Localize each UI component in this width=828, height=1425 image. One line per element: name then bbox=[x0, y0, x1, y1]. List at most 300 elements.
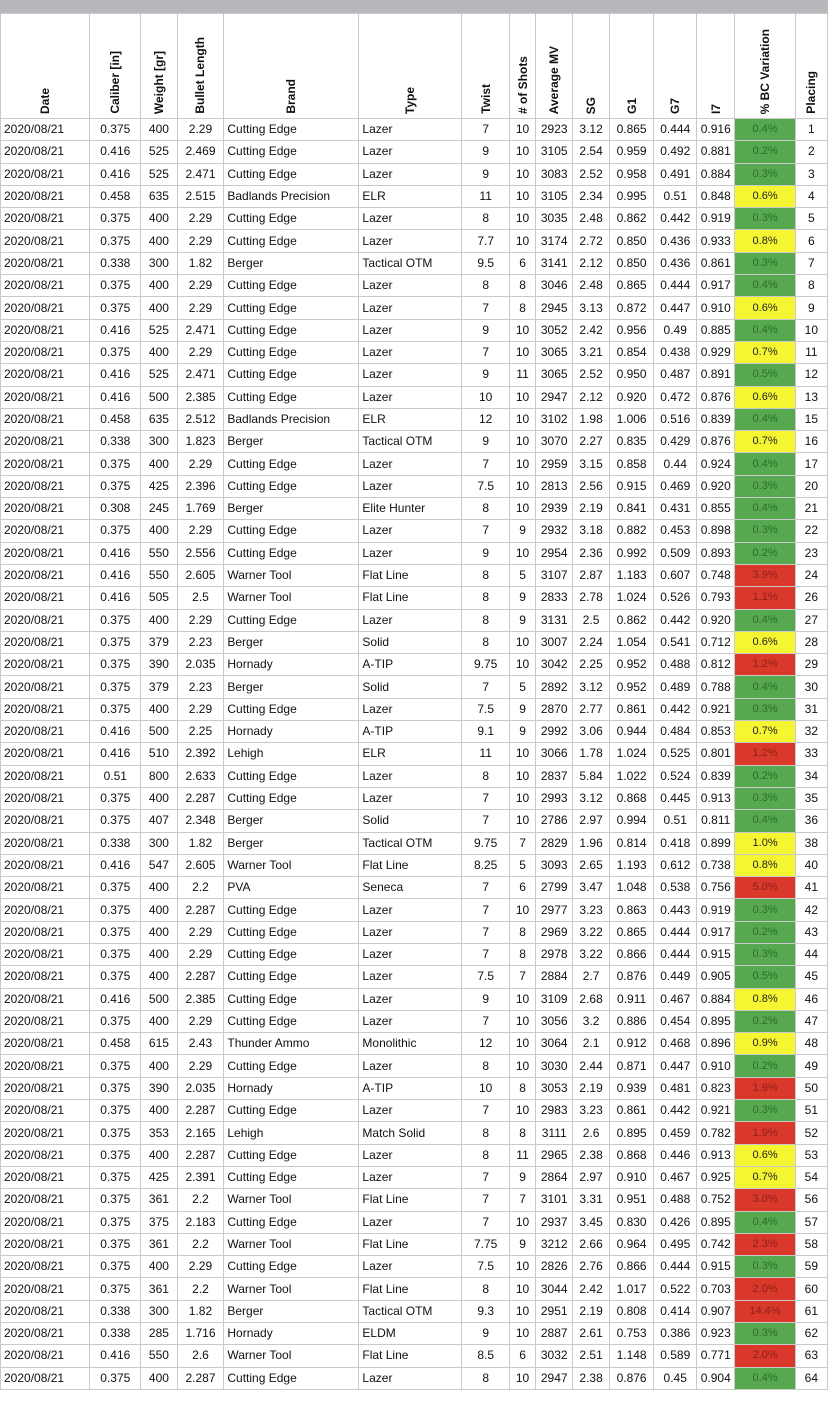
cell-brand: Lehigh bbox=[224, 743, 359, 765]
cell-date: 2020/08/21 bbox=[1, 520, 90, 542]
cell-sg: 2.97 bbox=[573, 1166, 609, 1188]
cell-twist: 7.5 bbox=[462, 475, 510, 497]
cell-average-mv: 2786 bbox=[536, 810, 573, 832]
cell-g7: 0.522 bbox=[654, 1278, 697, 1300]
cell-date: 2020/08/21 bbox=[1, 119, 90, 141]
table-row bbox=[1, 1323, 828, 1345]
cell-i7: 0.738 bbox=[697, 854, 735, 876]
cell-bullet-length: 2.287 bbox=[177, 1100, 224, 1122]
cell-i7: 0.771 bbox=[697, 1345, 735, 1367]
cell-placing: 34 bbox=[795, 765, 827, 787]
cell-bc-variation: 0.3% bbox=[735, 1256, 795, 1278]
cell-i7: 0.917 bbox=[697, 921, 735, 943]
cell-bullet-length: 2.29 bbox=[177, 921, 224, 943]
cell-caliber: 0.375 bbox=[90, 1010, 141, 1032]
cell-type: Lazer bbox=[359, 1256, 462, 1278]
cell-bc-variation: 14.4% bbox=[735, 1300, 795, 1322]
cell-caliber: 0.416 bbox=[90, 587, 141, 609]
cell-brand: Cutting Edge bbox=[224, 609, 359, 631]
table-row bbox=[1, 297, 828, 319]
cell-brand: Cutting Edge bbox=[224, 319, 359, 341]
cell-g7: 0.442 bbox=[654, 698, 697, 720]
cell-g7: 0.442 bbox=[654, 1100, 697, 1122]
cell-type: Solid bbox=[359, 810, 462, 832]
cell-sg: 3.15 bbox=[573, 453, 609, 475]
cell-type: Lazer bbox=[359, 1100, 462, 1122]
cell-placing: 13 bbox=[795, 386, 827, 408]
cell-i7: 0.811 bbox=[697, 810, 735, 832]
cell-date: 2020/08/21 bbox=[1, 609, 90, 631]
cell-bullet-length: 2.605 bbox=[177, 564, 224, 586]
cell-i7: 0.823 bbox=[697, 1077, 735, 1099]
cell-brand: Hornady bbox=[224, 721, 359, 743]
cell-date: 2020/08/21 bbox=[1, 1211, 90, 1233]
cell-average-mv: 2829 bbox=[536, 832, 573, 854]
cell-caliber: 0.375 bbox=[90, 297, 141, 319]
cell-bullet-length: 2.633 bbox=[177, 765, 224, 787]
cell-average-mv: 3131 bbox=[536, 609, 573, 631]
cell-sg: 2.54 bbox=[573, 141, 609, 163]
cell-type: Lazer bbox=[359, 275, 462, 297]
cell-shots: 5 bbox=[510, 676, 536, 698]
cell-caliber: 0.375 bbox=[90, 810, 141, 832]
cell-shots: 10 bbox=[510, 988, 536, 1010]
cell-bc-variation: 0.7% bbox=[735, 341, 795, 363]
cell-bc-variation: 0.3% bbox=[735, 520, 795, 542]
cell-g7: 0.509 bbox=[654, 542, 697, 564]
table-row bbox=[1, 208, 828, 230]
cell-shots: 10 bbox=[510, 475, 536, 497]
cell-weight: 400 bbox=[141, 275, 177, 297]
cell-bc-variation: 0.4% bbox=[735, 810, 795, 832]
cell-brand: Hornady bbox=[224, 654, 359, 676]
table-row bbox=[1, 453, 828, 475]
cell-i7: 0.907 bbox=[697, 1300, 735, 1322]
cell-g7: 0.446 bbox=[654, 1144, 697, 1166]
cell-average-mv: 2993 bbox=[536, 787, 573, 809]
cell-shots: 10 bbox=[510, 185, 536, 207]
cell-g1: 0.876 bbox=[609, 1367, 654, 1389]
cell-type: Lazer bbox=[359, 163, 462, 185]
cell-g7: 0.481 bbox=[654, 1077, 697, 1099]
cell-i7: 0.782 bbox=[697, 1122, 735, 1144]
cell-brand: Warner Tool bbox=[224, 1233, 359, 1255]
cell-type: Lazer bbox=[359, 341, 462, 363]
cell-sg: 2.7 bbox=[573, 966, 609, 988]
table-row bbox=[1, 1367, 828, 1389]
cell-average-mv: 3109 bbox=[536, 988, 573, 1010]
cell-average-mv: 2884 bbox=[536, 966, 573, 988]
cell-i7: 0.919 bbox=[697, 208, 735, 230]
cell-caliber: 0.375 bbox=[90, 1278, 141, 1300]
cell-placing: 36 bbox=[795, 810, 827, 832]
column-header-label: % BC Variation bbox=[758, 28, 773, 114]
cell-placing: 1 bbox=[795, 119, 827, 141]
table-row bbox=[1, 1189, 828, 1211]
cell-date: 2020/08/21 bbox=[1, 765, 90, 787]
header-row bbox=[1, 14, 828, 119]
cell-bc-variation: 1.2% bbox=[735, 743, 795, 765]
cell-i7: 0.917 bbox=[697, 275, 735, 297]
cell-bc-variation: 0.4% bbox=[735, 1211, 795, 1233]
column-header-weight bbox=[141, 14, 177, 119]
column-header-label: # of Shots bbox=[515, 55, 530, 114]
column-header-date bbox=[1, 14, 90, 119]
cell-g1: 1.006 bbox=[609, 408, 654, 430]
cell-average-mv: 3107 bbox=[536, 564, 573, 586]
cell-i7: 0.896 bbox=[697, 1033, 735, 1055]
cell-date: 2020/08/21 bbox=[1, 1166, 90, 1188]
cell-bc-variation: 2.3% bbox=[735, 1233, 795, 1255]
cell-i7: 0.920 bbox=[697, 609, 735, 631]
cell-type: Lazer bbox=[359, 520, 462, 542]
cell-weight: 361 bbox=[141, 1278, 177, 1300]
cell-bc-variation: 0.4% bbox=[735, 408, 795, 430]
cell-placing: 30 bbox=[795, 676, 827, 698]
cell-average-mv: 2947 bbox=[536, 1367, 573, 1389]
cell-twist: 9 bbox=[462, 163, 510, 185]
cell-shots: 10 bbox=[510, 765, 536, 787]
cell-type: ELR bbox=[359, 743, 462, 765]
cell-brand: Warner Tool bbox=[224, 564, 359, 586]
cell-type: Flat Line bbox=[359, 854, 462, 876]
cell-i7: 0.876 bbox=[697, 431, 735, 453]
cell-type: Lazer bbox=[359, 1211, 462, 1233]
cell-weight: 500 bbox=[141, 386, 177, 408]
cell-sg: 3.23 bbox=[573, 1100, 609, 1122]
cell-date: 2020/08/21 bbox=[1, 854, 90, 876]
cell-g7: 0.526 bbox=[654, 587, 697, 609]
cell-twist: 7.7 bbox=[462, 230, 510, 252]
cell-bc-variation: 0.6% bbox=[735, 185, 795, 207]
cell-placing: 61 bbox=[795, 1300, 827, 1322]
cell-caliber: 0.416 bbox=[90, 163, 141, 185]
column-header-label: Twist bbox=[478, 84, 493, 114]
cell-caliber: 0.375 bbox=[90, 1055, 141, 1077]
cell-average-mv: 3007 bbox=[536, 631, 573, 653]
cell-bc-variation: 0.7% bbox=[735, 1166, 795, 1188]
cell-brand: Cutting Edge bbox=[224, 943, 359, 965]
cell-g7: 0.459 bbox=[654, 1122, 697, 1144]
cell-weight: 400 bbox=[141, 341, 177, 363]
cell-g1: 1.017 bbox=[609, 1278, 654, 1300]
cell-g7: 0.492 bbox=[654, 141, 697, 163]
cell-bullet-length: 2.035 bbox=[177, 654, 224, 676]
cell-date: 2020/08/21 bbox=[1, 297, 90, 319]
cell-weight: 400 bbox=[141, 119, 177, 141]
cell-bullet-length: 2.471 bbox=[177, 319, 224, 341]
cell-caliber: 0.375 bbox=[90, 877, 141, 899]
cell-g1: 0.858 bbox=[609, 453, 654, 475]
cell-sg: 1.78 bbox=[573, 743, 609, 765]
cell-average-mv: 3044 bbox=[536, 1278, 573, 1300]
column-header-label: Average MV bbox=[547, 45, 562, 114]
cell-shots: 10 bbox=[510, 1256, 536, 1278]
cell-caliber: 0.416 bbox=[90, 364, 141, 386]
cell-g1: 0.912 bbox=[609, 1033, 654, 1055]
cell-g1: 0.871 bbox=[609, 1055, 654, 1077]
cell-g1: 1.193 bbox=[609, 854, 654, 876]
cell-date: 2020/08/21 bbox=[1, 1144, 90, 1166]
cell-sg: 2.68 bbox=[573, 988, 609, 1010]
cell-bullet-length: 2.29 bbox=[177, 453, 224, 475]
cell-average-mv: 3065 bbox=[536, 341, 573, 363]
cell-shots: 10 bbox=[510, 230, 536, 252]
cell-brand: Berger bbox=[224, 676, 359, 698]
cell-g1: 0.995 bbox=[609, 185, 654, 207]
cell-g1: 0.866 bbox=[609, 943, 654, 965]
cell-bc-variation: 1.0% bbox=[735, 832, 795, 854]
cell-placing: 10 bbox=[795, 319, 827, 341]
cell-date: 2020/08/21 bbox=[1, 921, 90, 943]
cell-caliber: 0.416 bbox=[90, 854, 141, 876]
cell-sg: 3.12 bbox=[573, 119, 609, 141]
cell-i7: 0.923 bbox=[697, 1323, 735, 1345]
cell-bc-variation: 0.3% bbox=[735, 163, 795, 185]
column-header-label: G1 bbox=[624, 97, 639, 114]
cell-bc-variation: 0.4% bbox=[735, 275, 795, 297]
cell-shots: 10 bbox=[510, 631, 536, 653]
cell-caliber: 0.375 bbox=[90, 208, 141, 230]
cell-bullet-length: 2.23 bbox=[177, 631, 224, 653]
cell-g1: 0.882 bbox=[609, 520, 654, 542]
cell-g7: 0.489 bbox=[654, 676, 697, 698]
cell-brand: Warner Tool bbox=[224, 1345, 359, 1367]
cell-bc-variation: 0.6% bbox=[735, 631, 795, 653]
cell-i7: 0.904 bbox=[697, 1367, 735, 1389]
cell-type: Tactical OTM bbox=[359, 431, 462, 453]
cell-bc-variation: 0.7% bbox=[735, 431, 795, 453]
cell-date: 2020/08/21 bbox=[1, 252, 90, 274]
cell-bullet-length: 2.287 bbox=[177, 787, 224, 809]
cell-g7: 0.438 bbox=[654, 341, 697, 363]
cell-g1: 0.753 bbox=[609, 1323, 654, 1345]
cell-sg: 2.78 bbox=[573, 587, 609, 609]
cell-g1: 1.148 bbox=[609, 1345, 654, 1367]
cell-shots: 10 bbox=[510, 208, 536, 230]
cell-twist: 7.75 bbox=[462, 1233, 510, 1255]
cell-g1: 0.868 bbox=[609, 1144, 654, 1166]
cell-shots: 8 bbox=[510, 275, 536, 297]
cell-twist: 7 bbox=[462, 676, 510, 698]
cell-caliber: 0.375 bbox=[90, 341, 141, 363]
cell-sg: 3.21 bbox=[573, 341, 609, 363]
cell-bc-variation: 0.8% bbox=[735, 854, 795, 876]
cell-placing: 12 bbox=[795, 364, 827, 386]
cell-i7: 0.893 bbox=[697, 542, 735, 564]
cell-shots: 10 bbox=[510, 542, 536, 564]
cell-bc-variation: 0.6% bbox=[735, 386, 795, 408]
table-row bbox=[1, 1144, 828, 1166]
cell-placing: 56 bbox=[795, 1189, 827, 1211]
table-row bbox=[1, 319, 828, 341]
column-header-bc-variation bbox=[735, 14, 795, 119]
cell-sg: 3.47 bbox=[573, 877, 609, 899]
cell-g7: 0.472 bbox=[654, 386, 697, 408]
cell-average-mv: 2837 bbox=[536, 765, 573, 787]
cell-average-mv: 3111 bbox=[536, 1122, 573, 1144]
cell-brand: Cutting Edge bbox=[224, 230, 359, 252]
cell-brand: Badlands Precision bbox=[224, 408, 359, 430]
cell-placing: 64 bbox=[795, 1367, 827, 1389]
table-row bbox=[1, 163, 828, 185]
cell-i7: 0.881 bbox=[697, 141, 735, 163]
cell-placing: 33 bbox=[795, 743, 827, 765]
cell-g1: 0.876 bbox=[609, 966, 654, 988]
cell-twist: 9 bbox=[462, 988, 510, 1010]
cell-date: 2020/08/21 bbox=[1, 163, 90, 185]
cell-brand: Cutting Edge bbox=[224, 119, 359, 141]
cell-caliber: 0.338 bbox=[90, 252, 141, 274]
cell-date: 2020/08/21 bbox=[1, 1122, 90, 1144]
table-row bbox=[1, 475, 828, 497]
cell-g1: 0.866 bbox=[609, 1256, 654, 1278]
cell-g1: 0.872 bbox=[609, 297, 654, 319]
cell-sg: 3.18 bbox=[573, 520, 609, 542]
cell-date: 2020/08/21 bbox=[1, 185, 90, 207]
table-row bbox=[1, 966, 828, 988]
cell-type: Lazer bbox=[359, 1055, 462, 1077]
cell-placing: 45 bbox=[795, 966, 827, 988]
cell-i7: 0.812 bbox=[697, 654, 735, 676]
cell-i7: 0.895 bbox=[697, 1010, 735, 1032]
cell-i7: 0.899 bbox=[697, 832, 735, 854]
cell-bullet-length: 2.515 bbox=[177, 185, 224, 207]
cell-bc-variation: 2.0% bbox=[735, 1345, 795, 1367]
cell-shots: 10 bbox=[510, 119, 536, 141]
cell-g1: 0.920 bbox=[609, 386, 654, 408]
cell-g1: 1.024 bbox=[609, 587, 654, 609]
cell-placing: 3 bbox=[795, 163, 827, 185]
cell-twist: 9.1 bbox=[462, 721, 510, 743]
cell-sg: 2.56 bbox=[573, 475, 609, 497]
cell-type: Lazer bbox=[359, 765, 462, 787]
cell-sg: 2.72 bbox=[573, 230, 609, 252]
cell-caliber: 0.375 bbox=[90, 1367, 141, 1389]
cell-average-mv: 2951 bbox=[536, 1300, 573, 1322]
cell-weight: 400 bbox=[141, 1055, 177, 1077]
cell-date: 2020/08/21 bbox=[1, 1256, 90, 1278]
table-row bbox=[1, 119, 828, 141]
cell-g1: 0.956 bbox=[609, 319, 654, 341]
cell-bullet-length: 2.25 bbox=[177, 721, 224, 743]
column-header-label: Placing bbox=[804, 71, 819, 114]
cell-type: Lazer bbox=[359, 542, 462, 564]
cell-g1: 0.950 bbox=[609, 364, 654, 386]
cell-type: Lazer bbox=[359, 899, 462, 921]
cell-type: Lazer bbox=[359, 475, 462, 497]
cell-g7: 0.467 bbox=[654, 988, 697, 1010]
cell-date: 2020/08/21 bbox=[1, 654, 90, 676]
cell-brand: Berger bbox=[224, 631, 359, 653]
cell-caliber: 0.375 bbox=[90, 787, 141, 809]
cell-twist: 9 bbox=[462, 319, 510, 341]
cell-brand: Berger bbox=[224, 1300, 359, 1322]
cell-type: Lazer bbox=[359, 921, 462, 943]
cell-twist: 8 bbox=[462, 1278, 510, 1300]
cell-average-mv: 3056 bbox=[536, 1010, 573, 1032]
cell-g1: 0.958 bbox=[609, 163, 654, 185]
cell-type: Match Solid bbox=[359, 1122, 462, 1144]
cell-g7: 0.386 bbox=[654, 1323, 697, 1345]
cell-sg: 3.13 bbox=[573, 297, 609, 319]
cell-g1: 0.850 bbox=[609, 230, 654, 252]
cell-i7: 0.793 bbox=[697, 587, 735, 609]
table-row bbox=[1, 498, 828, 520]
cell-weight: 525 bbox=[141, 319, 177, 341]
cell-g7: 0.488 bbox=[654, 654, 697, 676]
cell-shots: 11 bbox=[510, 1144, 536, 1166]
table-row bbox=[1, 1166, 828, 1188]
cell-average-mv: 3052 bbox=[536, 319, 573, 341]
cell-bc-variation: 5.0% bbox=[735, 877, 795, 899]
cell-shots: 9 bbox=[510, 609, 536, 631]
cell-shots: 10 bbox=[510, 899, 536, 921]
cell-date: 2020/08/21 bbox=[1, 498, 90, 520]
cell-brand: Cutting Edge bbox=[224, 1055, 359, 1077]
cell-type: Lazer bbox=[359, 319, 462, 341]
cell-g1: 0.994 bbox=[609, 810, 654, 832]
cell-caliber: 0.416 bbox=[90, 988, 141, 1010]
cell-average-mv: 2887 bbox=[536, 1323, 573, 1345]
cell-shots: 10 bbox=[510, 1100, 536, 1122]
cell-weight: 300 bbox=[141, 252, 177, 274]
cell-date: 2020/08/21 bbox=[1, 877, 90, 899]
cell-bullet-length: 2.392 bbox=[177, 743, 224, 765]
cell-brand: Thunder Ammo bbox=[224, 1033, 359, 1055]
cell-g1: 0.959 bbox=[609, 141, 654, 163]
cell-g7: 0.444 bbox=[654, 1256, 697, 1278]
cell-i7: 0.920 bbox=[697, 475, 735, 497]
cell-placing: 44 bbox=[795, 943, 827, 965]
cell-brand: Warner Tool bbox=[224, 587, 359, 609]
cell-g7: 0.589 bbox=[654, 1345, 697, 1367]
cell-bullet-length: 2.385 bbox=[177, 988, 224, 1010]
cell-average-mv: 2945 bbox=[536, 297, 573, 319]
cell-placing: 20 bbox=[795, 475, 827, 497]
cell-g7: 0.612 bbox=[654, 854, 697, 876]
cell-placing: 50 bbox=[795, 1077, 827, 1099]
cell-caliber: 0.375 bbox=[90, 631, 141, 653]
cell-sg: 2.25 bbox=[573, 654, 609, 676]
cell-placing: 40 bbox=[795, 854, 827, 876]
cell-bc-variation: 0.4% bbox=[735, 119, 795, 141]
cell-g7: 0.426 bbox=[654, 1211, 697, 1233]
cell-type: A-TIP bbox=[359, 654, 462, 676]
cell-average-mv: 2923 bbox=[536, 119, 573, 141]
cell-placing: 27 bbox=[795, 609, 827, 631]
cell-bc-variation: 0.7% bbox=[735, 721, 795, 743]
cell-placing: 46 bbox=[795, 988, 827, 1010]
cell-placing: 21 bbox=[795, 498, 827, 520]
cell-type: Lazer bbox=[359, 386, 462, 408]
cell-average-mv: 2892 bbox=[536, 676, 573, 698]
cell-bc-variation: 3.0% bbox=[735, 1189, 795, 1211]
cell-weight: 550 bbox=[141, 564, 177, 586]
cell-weight: 400 bbox=[141, 297, 177, 319]
cell-twist: 7 bbox=[462, 1189, 510, 1211]
cell-brand: Berger bbox=[224, 498, 359, 520]
cell-twist: 7.5 bbox=[462, 1256, 510, 1278]
table-row bbox=[1, 1256, 828, 1278]
cell-g1: 0.952 bbox=[609, 676, 654, 698]
cell-bullet-length: 2.512 bbox=[177, 408, 224, 430]
table-row bbox=[1, 832, 828, 854]
table-row bbox=[1, 1010, 828, 1032]
cell-brand: Cutting Edge bbox=[224, 921, 359, 943]
cell-average-mv: 2937 bbox=[536, 1211, 573, 1233]
cell-caliber: 0.375 bbox=[90, 1144, 141, 1166]
